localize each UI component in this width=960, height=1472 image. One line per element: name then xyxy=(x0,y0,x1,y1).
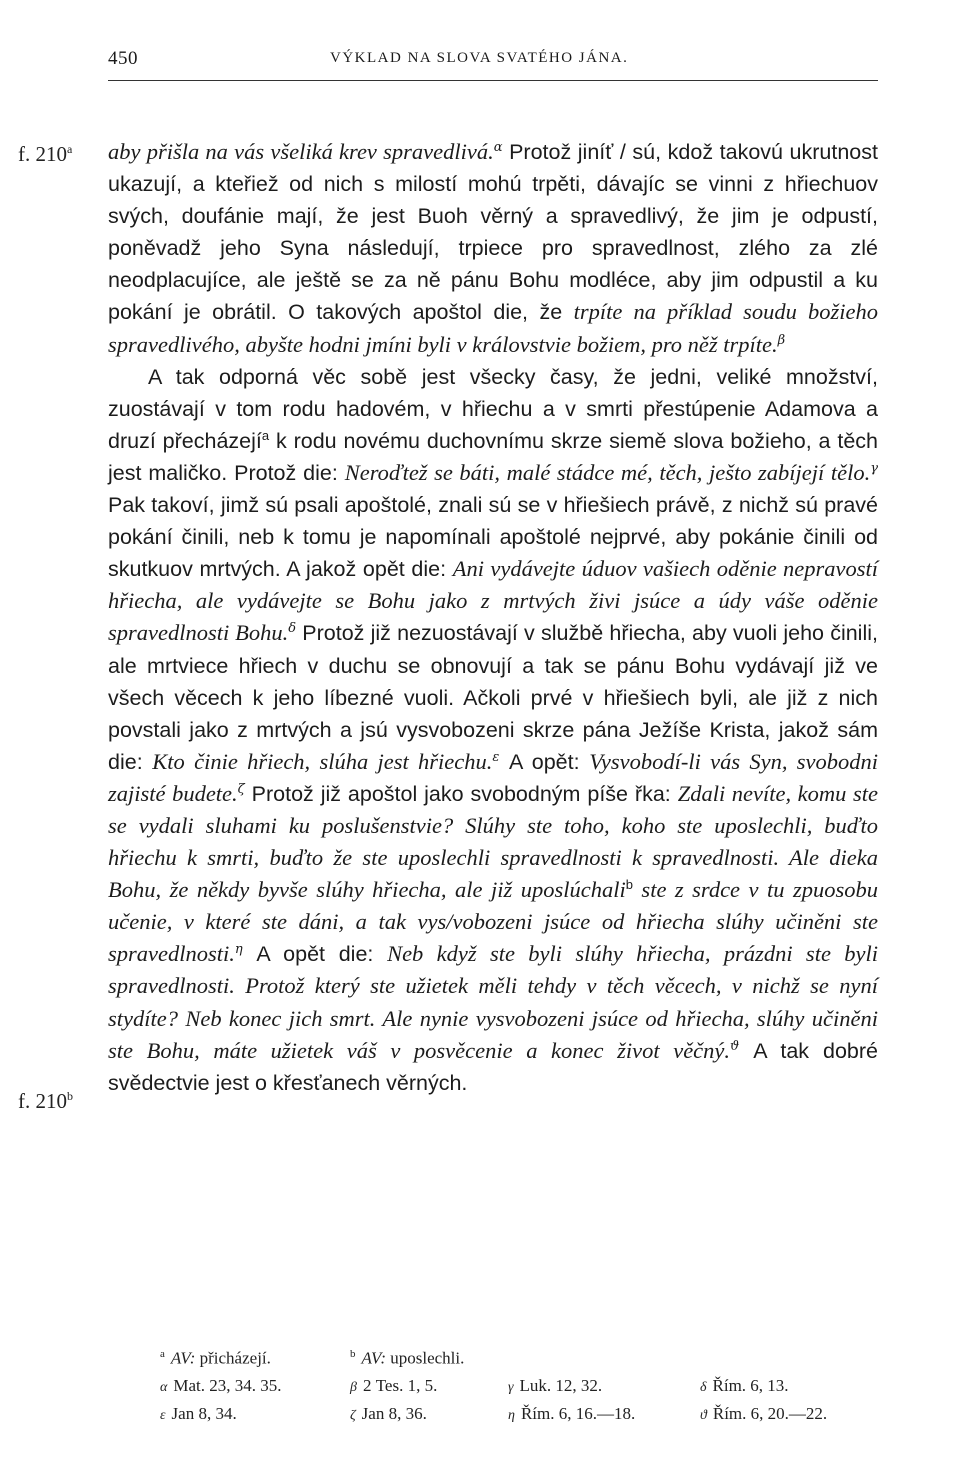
note-mark: δ xyxy=(700,1380,707,1395)
reference-mark: α xyxy=(493,139,503,155)
note-text: Řím. 6, 16.—18. xyxy=(520,1404,636,1423)
text-run: k rodu novému duchovnímu skrze siemě slova božieho, a těch jest maličko. Protož die: xyxy=(108,428,879,485)
text-run: A tak dobré svědectvie jest o křesťanech věrných. xyxy=(108,1038,878,1095)
note-mark: a xyxy=(160,1348,165,1360)
reference-mark: ζ xyxy=(237,781,245,797)
text-run: A tak odporná věc sobě jest všecky časy, že jedni, veliké množství, zuostávají v tom rodu hadovém, v hřiechu a v smrti přestúpenie Adamova a druzí přecházejí xyxy=(108,364,878,453)
reference-mark: β xyxy=(777,332,786,348)
note-text: Luk. 12, 32. xyxy=(519,1376,603,1395)
reference-note xyxy=(350,1404,427,1424)
reference-note xyxy=(160,1404,237,1424)
footnote-line xyxy=(160,1376,880,1404)
note-text: 2 Tes. 1, 5. xyxy=(362,1376,438,1395)
scripture-quote: trpíte na příklad soudu božieho spravedlivého, abyšte hodni jmíni byli v královstvie božiem, pro něž trpíte. xyxy=(108,299,878,357)
folio-side: a xyxy=(67,142,73,156)
text-run: Protož jiníť / sú, kdož takovú ukrutnost ukazují, a kteřiež od nich s milostí mohú trpěti, dávajíc se vinni z hřiechuov svých, doufánie mají, že jest Buoh věrný a spravedlivý, že jim je odpustí, poněvadž jeho Syna následují, trpiece pro spravedlnost, zlého za zlé neodplacujíce, ale ještě se za ně pánu Bohu modléce, aby jim odpustil a ku pokání je obrátil. O takových apoštol die, že xyxy=(108,140,878,325)
footnote-line xyxy=(160,1404,880,1432)
folio-number: f. 210 xyxy=(18,1089,67,1113)
paragraph xyxy=(108,136,878,361)
reference-note xyxy=(160,1376,282,1396)
scripture-quote: Neb když ste byli slúhy hřiecha, prázdni ste byli spravedlnosti. Protož který ste užietek měli tehdy v těch věcech, v nichž se nyní stydíte? Neb konec jich smrt. Ale nynie vysvobozeni jsúce od hřiecha, slúhy učiněni ste Bohu, máte užietek váš v posvěcenie a konec život věčný. xyxy=(108,941,878,1063)
scripture-quote: Vysvobodí-li vás Syn, svobodni zajisté budete. xyxy=(108,748,879,806)
scripture-quote: Zdali nevíte, komu ste se vydali sluhami ku poslušenstvie? Slúhy ste toho, koho ste uposlechli, buďto hřiechu k smrti, buďto že ste uposlechli spravedlnosti k spravedlnosti. Ale dieka Bohu, že někdy byvše slúhy hřiecha, ale již uposlúchali xyxy=(108,780,878,903)
reference-note xyxy=(700,1376,789,1396)
text-run: Protož již apoštol jako svobodným píše řka: xyxy=(244,781,678,806)
scripture-quote: Neroďtež se báti, malé stádce mé, těch, ješto zabíjejí tělo. xyxy=(344,459,871,485)
note-mark: ϑ xyxy=(700,1408,707,1423)
main-text xyxy=(108,136,878,1099)
note-text: Řím. 6, 13. xyxy=(712,1376,789,1395)
note-mark: β xyxy=(350,1380,357,1395)
scripture-quote: Ani vydávejte úduov vašiech oděnie nepravostí hřiecha, ale vydávejte se Bohu jako z mrtvých živi jsúce a údy váše oděnie spravedlnosti Bohu. xyxy=(108,556,878,646)
scripture-quote: ste z srdce v tu zpuosobu učenie, v které ste dáni, a tak vys/vobozeni jsúce od hřiecha slúhy učiněni ste spravedlnosti. xyxy=(108,877,878,967)
reference-mark: δ xyxy=(288,621,297,637)
note-text: uposlechli. xyxy=(390,1348,465,1368)
reference-mark: η xyxy=(234,942,243,958)
reference-note xyxy=(700,1404,827,1424)
reference-note xyxy=(350,1376,437,1396)
running-header xyxy=(108,48,878,78)
folio-number: f. 210 xyxy=(18,142,67,166)
folio-side: b xyxy=(67,1089,73,1103)
note-text: Jan 8, 34. xyxy=(171,1404,237,1423)
note-text: Jan 8, 36. xyxy=(361,1404,427,1423)
footnote-line xyxy=(160,1348,880,1376)
text-run: A opět die: xyxy=(242,942,388,967)
note-mark: α xyxy=(160,1380,168,1395)
text-run: A opět: xyxy=(499,749,590,774)
variant-note xyxy=(160,1348,271,1369)
note-text: Mat. 23, 34. 35. xyxy=(173,1376,282,1395)
running-title: VÝKLAD NA SLOVA SVATÉHO JÁNA. xyxy=(330,50,629,66)
variant-mark: b xyxy=(625,877,633,892)
note-mark: γ xyxy=(508,1380,514,1395)
note-label: AV: xyxy=(361,1348,386,1368)
paragraph xyxy=(108,361,878,1099)
scripture-quote: Kto činie hřiech, slúha jest hřiechu. xyxy=(152,748,493,774)
note-text: Řím. 6, 20.—22. xyxy=(712,1404,828,1423)
text-run: Pak takoví, jimž sú psali apoštolé, znali sú se v hřiešiech právě, z nichž sú pravé pokání činili, neb k tomu je napomínali apoštolé nejprvé, aby pokánie činili od skutkuov mrtvých. A jakož opět die: xyxy=(108,493,878,582)
margin-folio-210a xyxy=(18,142,72,167)
reference-note xyxy=(508,1376,602,1396)
reference-mark: γ xyxy=(870,460,878,476)
scripture-quote: aby přišla na vás všeliká krev spravedlivá. xyxy=(108,139,494,164)
note-label: AV: xyxy=(170,1348,196,1368)
page-number: 450 xyxy=(108,48,138,69)
reference-mark: ε xyxy=(492,749,500,765)
note-mark: ζ xyxy=(350,1408,356,1423)
margin-folio-210b xyxy=(18,1089,73,1114)
reference-mark: ϑ xyxy=(730,1038,740,1054)
variant-note xyxy=(350,1348,464,1369)
note-text: přicházejí. xyxy=(199,1348,271,1368)
note-mark: η xyxy=(508,1408,515,1423)
note-mark: b xyxy=(350,1348,356,1360)
header-rule xyxy=(108,80,878,81)
reference-note xyxy=(508,1404,635,1424)
footnotes xyxy=(160,1348,880,1432)
note-mark: ε xyxy=(160,1408,166,1423)
text-run: Protož již nezuostávají v službě hřiecha, aby vuoli jeho činili, ale mrtviece hřiech v duchu se obnovují a tak se pánu Bohu vydávají již ve všech věcech k jeho líbezné vuoli. Ačkoli prvé v hřiešiech byli, ale již z nich povstali jako z mrtvých a jsú vysvobozeni skrze pána Ježíše Krista, jakož sám die: xyxy=(108,621,878,774)
variant-mark: a xyxy=(261,427,270,443)
